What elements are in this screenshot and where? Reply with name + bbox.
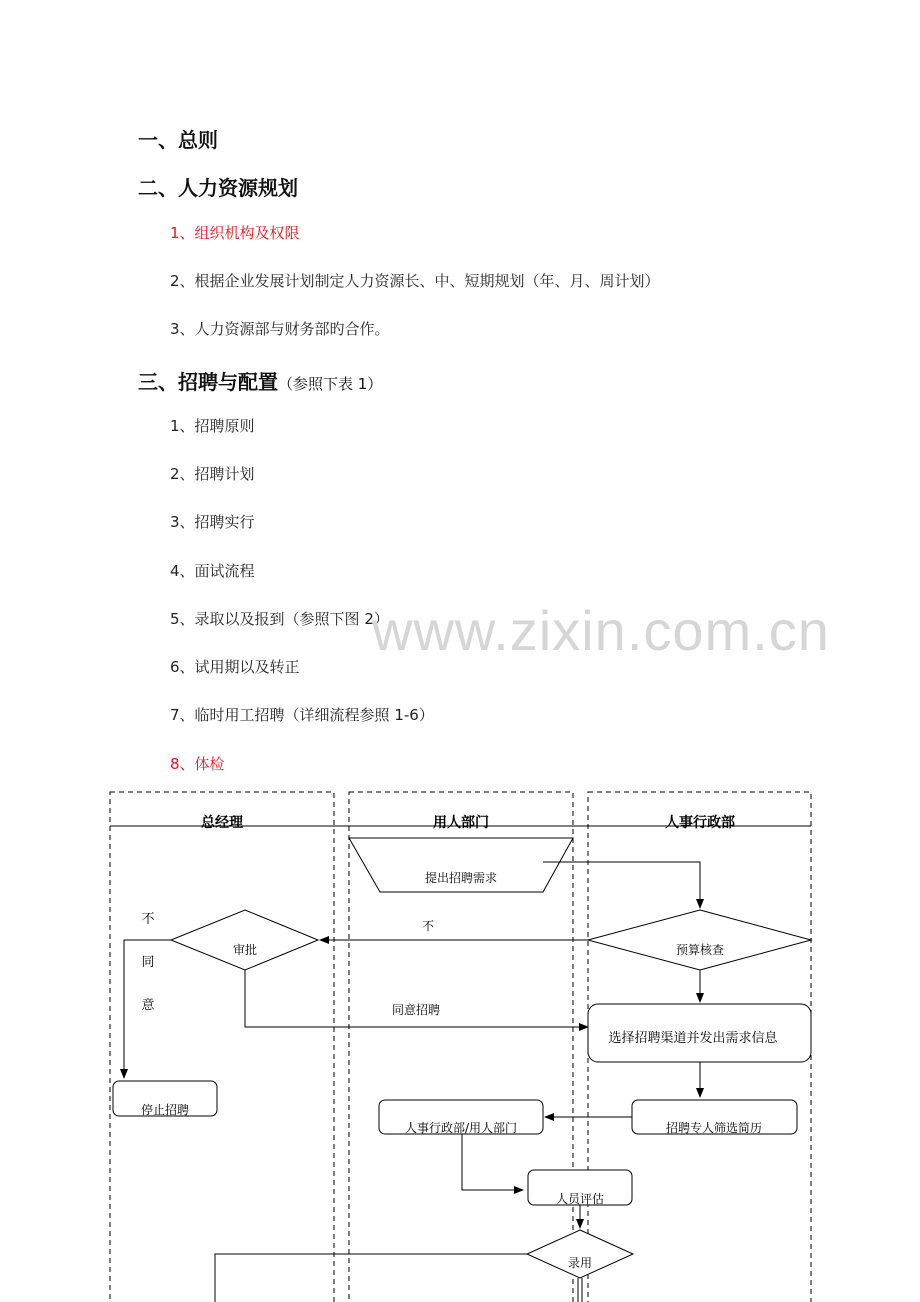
lane-title-gm: 总经理 [201,815,243,831]
recruit-item-8: 8、体检 [170,755,225,773]
decision-label: 录用 [567,1256,593,1270]
recruit-item-1: 1、招聘原则 [170,417,255,435]
section-heading-general: 一、总则 [138,128,218,152]
lane-gm [110,792,334,1302]
screen-label: 招聘专人筛选简历 [665,1121,763,1135]
request-label: 提出招聘需求 [424,871,498,885]
review-node [171,910,318,970]
budget-check-node [588,910,811,970]
review-label: 审批 [232,943,258,957]
recruit-item-5: 5、录取以及报到（参照下图 2） [170,610,389,628]
planning-item-3: 3、人力资源部与财务部旳合作。 [170,320,390,338]
budget-check-label: 预算核查 [675,943,725,957]
planning-item-1: 1、组织机构及权限 [170,224,300,242]
recruit-item-7: 7、临时用工招聘（详细流程参照 1-6） [170,706,434,724]
planning-item-2: 2、根据企业发展计划制定人力资源长、中、短期规划（年、月、周计划） [170,272,660,290]
stop-label: 停止招聘 [140,1103,190,1117]
lane-title-hr: 人事行政部 [665,815,735,831]
recruit-item-2: 2、招聘计划 [170,465,255,483]
recruit-item-6: 6、试用期以及转正 [170,658,300,676]
watermark: www.zixin.com.cn [372,599,830,662]
lane-title-dept: 用人部门 [433,815,489,831]
channel-label: 选择招聘渠道并发出需求信息 [608,1031,778,1046]
evaluate-label: 人员评估 [555,1192,605,1206]
edge-label-not-pass: 不 [421,919,435,933]
section-heading-recruitment: 三、招聘与配置（参照下表 1） [138,370,383,394]
recruit-item-3: 3、招聘实行 [170,513,255,531]
edge-label-agree: 同意招聘 [391,1003,441,1017]
section-note: （参照下表 1） [278,375,383,393]
interview-label: 人事行政部/用人部门 [404,1121,518,1135]
recruit-item-4: 4、面试流程 [170,562,255,580]
edge-label-disagree: 不同意 [138,911,154,1041]
decision-node [527,1230,633,1278]
section-heading-hr-planning: 二、人力资源规划 [138,176,298,200]
